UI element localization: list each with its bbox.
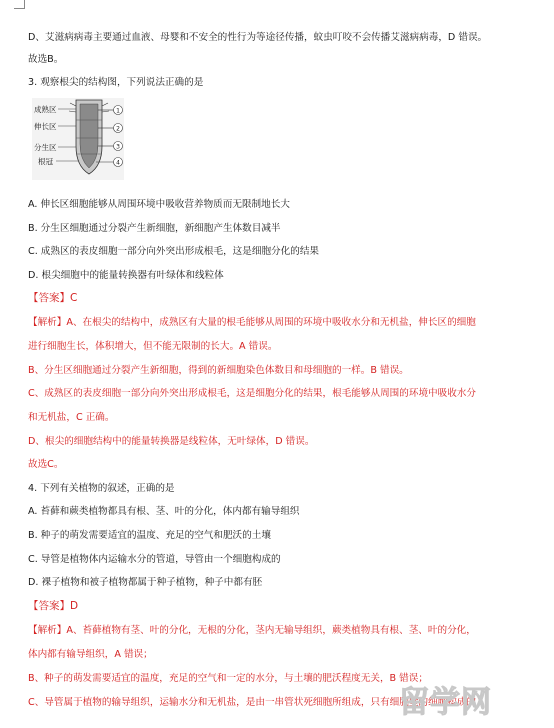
analysis-line: B、分生区细胞通过分裂产生新细胞，得到的新细胞染色体数目和母细胞的一样。B 错误。 [28,365,409,376]
analysis-line: 体内都有输导组织，A 错误； [28,649,153,660]
answer-label: 【答案】D [28,600,79,612]
analysis-line: C、导管属于植物的输导组织，运输水分和无机盐，是由一串管状死细胞所组成，只有细胞壁的细胞构成的 [28,697,477,708]
figure-callout: 3 [116,143,120,151]
root-tip-figure [32,98,124,180]
question-4-title: 4. 下列有关植物的叙述，正确的是 [28,483,175,494]
option-c: C. 导管是植物体内运输水分的管道，导管由一个细胞构成的 [28,554,281,565]
figure-callout: 1 [116,107,120,115]
answer-label: 【答案】C [28,292,78,304]
option-b: B. 分生区细胞通过分裂产生新细胞，新细胞产生体数目减半 [28,223,281,234]
page-corner-mark [14,0,25,9]
text-line: 故选B。 [28,54,64,65]
figure-callout: 4 [116,159,120,167]
question-3-title: 3. 观察根尖的结构图，下列说法正确的是 [28,77,204,88]
watermark-text: 留学网 [399,685,492,720]
conclusion-line: 故选C。 [28,459,64,470]
figure-label: 根冠 [38,157,53,166]
analysis-line: 【解析】A、苔藓植物有茎、叶的分化，无根的分化，茎内无输导组织，蕨类植物具有根、茎、叶的分化， [28,625,476,636]
option-c: C. 成熟区的表皮细胞一部分向外突出形成根毛，这是细胞分化的结果 [28,246,320,257]
analysis-line: D、根尖的细胞结构中的能量转换器是线粒体，无叶绿体，D 错误。 [28,436,315,447]
analysis-line: 和无机盐，C 正确。 [28,412,115,423]
figure-label: 分生区 [34,143,57,152]
figure-label: 成熟区 [34,105,57,114]
option-a: A. 苔藓和蕨类植物都具有根、茎、叶的分化，体内都有输导组织 [28,506,300,517]
figure-callout: 2 [116,125,120,133]
figure-label: 伸长区 [34,122,57,131]
text-line: D、艾滋病病毒主要通过血液、母婴和不安全的性行为等途径传播，蚊虫叮咬不会传播艾滋病病毒，D 错误。 [28,32,488,43]
option-b: B. 种子的萌发需要适宜的温度、充足的空气和肥沃的土壤 [28,530,271,541]
option-a: A. 伸长区细胞能够从周围环境中吸收营养物质而无限制地长大 [28,199,290,210]
analysis-line: B、种子的萌发需要适宜的温度，充足的空气和一定的水分，与土壤的肥沃程度无关，B 错误； [28,673,428,684]
analysis-line: 进行细胞生长，体积增大，但不能无限制的长大。A 错误。 [28,341,278,352]
watermark-logo [395,668,554,728]
option-d: D. 裸子植物和被子植物都属于种子植物，种子中都有胚 [28,577,263,588]
option-d: D. 根尖细胞中的能量转换器有叶绿体和线粒体 [28,270,224,281]
analysis-line: C、成熟区的表皮细胞一部分向外突出形成根毛，这是细胞分化的结果，根毛能够从周围的环境中吸收水分 [28,388,477,399]
analysis-line: 【解析】A、在根尖的结构中，成熟区有大量的根毛能够从周围的环境中吸收水分和无机盐，伸长区的细胞 [28,317,476,328]
